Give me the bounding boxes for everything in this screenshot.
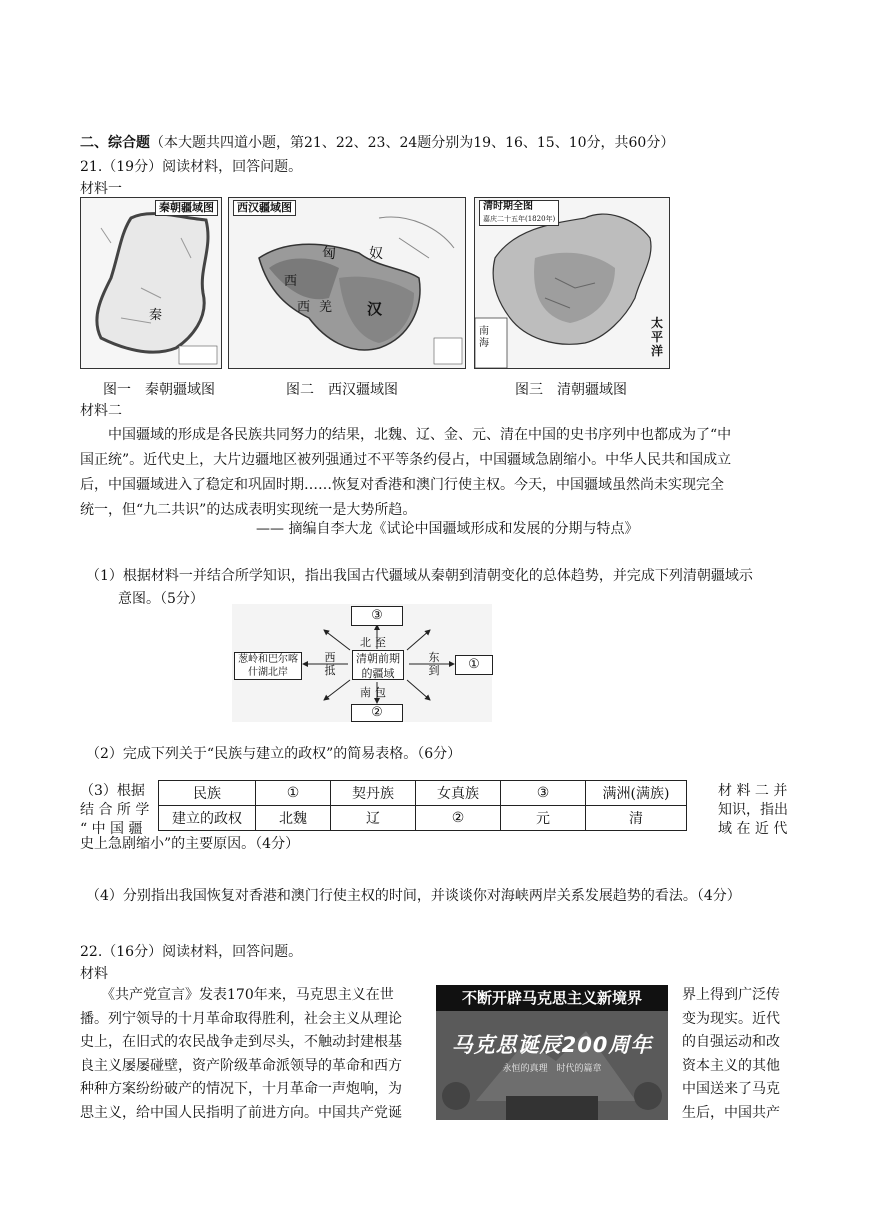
table-cell: ③ <box>501 781 586 806</box>
qing-nanhai-label: 南海 <box>479 326 489 349</box>
table-cell: ② <box>416 806 501 831</box>
q21-sub3-left: （3）根据 结 合 所 学 “ 中 国 疆 <box>80 783 150 837</box>
table-cell: 北魏 <box>256 806 331 831</box>
diagram-west-label: 西抵 <box>324 651 336 677</box>
qin-label: 秦 <box>149 308 163 323</box>
caption-qin: 图一 秦朝疆域图 <box>103 382 215 398</box>
caption-han: 图二 西汉疆域图 <box>286 382 398 398</box>
qing-map-title: 清时期全图 嘉庆二十五年(1820年) <box>479 200 559 226</box>
table-cell: 清 <box>586 806 687 831</box>
han-label-3: 西 <box>284 274 298 289</box>
diagram-east-label: 东到 <box>428 651 440 677</box>
q21-sub1: （1）根据材料一并结合所学知识，指出我国古代疆域从秦朝到清朝变化的总体趋势，并完成下列清朝疆域示 <box>86 568 753 584</box>
poster-subtitle: 永恒的真理 时代的篇章 <box>502 1064 602 1074</box>
q21-sub4: （4）分别指出我国恢复对香港和澳门行使主权的时间，并谈谈你对海峡两岸关系发展趋势的看法。（4分） <box>86 888 741 904</box>
table-cell: 契丹族 <box>331 781 416 806</box>
q21-sub1-cont: 意图。（5分） <box>118 591 204 607</box>
q22-text-left: 《共产党宣言》发表170年来，马克思主义在世 播。列宁领导的十月革命取得胜利，社会主义从理论 史上，在旧式的农民战争走到尽头，不触动封建根基 良主义屡屡碰壁，资产阶级革命派领导的革命和西方 种种方案纷纷破产的情况下，十月革命一声炮响，为 思主义，给中国人民指明了前进方向。中国共产党诞 <box>80 987 402 1121</box>
table-cell: 民族 <box>159 781 256 806</box>
table-cell: ① <box>256 781 331 806</box>
diagram-east-box: ① <box>455 655 493 675</box>
poster-banner: 不断开辟马克思主义新境界 <box>436 985 668 1011</box>
q22-title: 22.（16分）阅读材料，回答问题。 <box>80 944 303 960</box>
diagram-center-box: 清朝前期的疆域 <box>352 650 404 680</box>
table-cell: 满洲(满族) <box>586 781 687 806</box>
q21-sub3-right: 材 料 二 并 知识，指出 域 在 近 代 <box>718 783 788 837</box>
table-cell: 建立的政权 <box>159 806 256 831</box>
qin-map <box>80 197 222 369</box>
han-label-4: 西 <box>297 300 311 315</box>
diagram-south-label: 南包 <box>360 686 390 699</box>
qin-map-graphic <box>81 198 221 368</box>
qin-map-title: 秦朝疆域图 <box>155 200 218 216</box>
q22-material-label: 材料 <box>80 966 108 982</box>
material2-text: 中国疆域的形成是各民族共同努力的结果，北魏、辽、金、元、清在中国的史书序列中也都成为了“中 国正统”。近代史上，大片边疆地区被列强通过不平等条约侵占，中国疆域急剧缩小。中华人民共和国成立 后，中国疆域进入了稳定和巩固时期……恢复对香港和澳门行使主权。今天，中国疆域虽然尚未实现完全 统一，但“九二共识”的达成表明实现统一是大势所趋。 <box>80 427 732 518</box>
material1-label: 材料一 <box>80 181 122 197</box>
diagram-north-label: 北至 <box>360 636 390 649</box>
han-label-5: 羌 <box>319 300 333 315</box>
q21-sub2: （2）完成下列关于“民族与建立的政权”的简易表格。（6分） <box>86 746 462 762</box>
q22-text-right: 界上得到广泛传 变为现实。近代 的自强运动和改 资本主义的其他 中国送来了马克 生后，中国共产 <box>682 987 780 1121</box>
han-label-1: 匈 <box>322 246 336 262</box>
q21-title: 21.（19分）阅读材料，回答问题。 <box>80 159 303 175</box>
han-map-graphic <box>229 198 465 368</box>
ethnic-regime-table <box>158 780 687 831</box>
qing-map <box>474 197 670 369</box>
diagram-north-box: ③ <box>351 606 403 626</box>
diagram-west-box: 葱岭和巴尔喀什湖北岸 <box>234 652 302 680</box>
poster-body <box>436 1011 668 1120</box>
section-heading: 二、综合题（本大题共四道小题，第21、22、23、24题分别为19、16、15、10分，共60分） <box>80 135 675 151</box>
han-label-2: 奴 <box>369 246 383 262</box>
qing-territory-diagram <box>232 604 492 722</box>
diagram-south-box: ② <box>351 704 403 722</box>
han-map <box>228 197 466 369</box>
q21-sub3-last: 史上急剧缩小”的主要原因。（4分） <box>80 836 300 852</box>
table-cell: 辽 <box>331 806 416 831</box>
han-map-title: 西汉疆域图 <box>233 200 296 216</box>
caption-qing: 图三 清朝疆域图 <box>515 382 627 398</box>
table-row <box>159 806 687 831</box>
material2-label: 材料二 <box>80 403 122 419</box>
table-row <box>159 781 687 806</box>
marx-poster-image <box>436 985 668 1120</box>
han-label-6: 汉 <box>367 300 383 318</box>
table-cell: 元 <box>501 806 586 831</box>
material2-source: —— 摘编自李大龙《试论中国疆域形成和发展的分期与特点》 <box>256 521 639 537</box>
qing-sea-label: 太平洋 <box>651 316 664 358</box>
poster-title: 马克思诞辰200周年 <box>451 1033 653 1057</box>
table-cell: 女真族 <box>416 781 501 806</box>
